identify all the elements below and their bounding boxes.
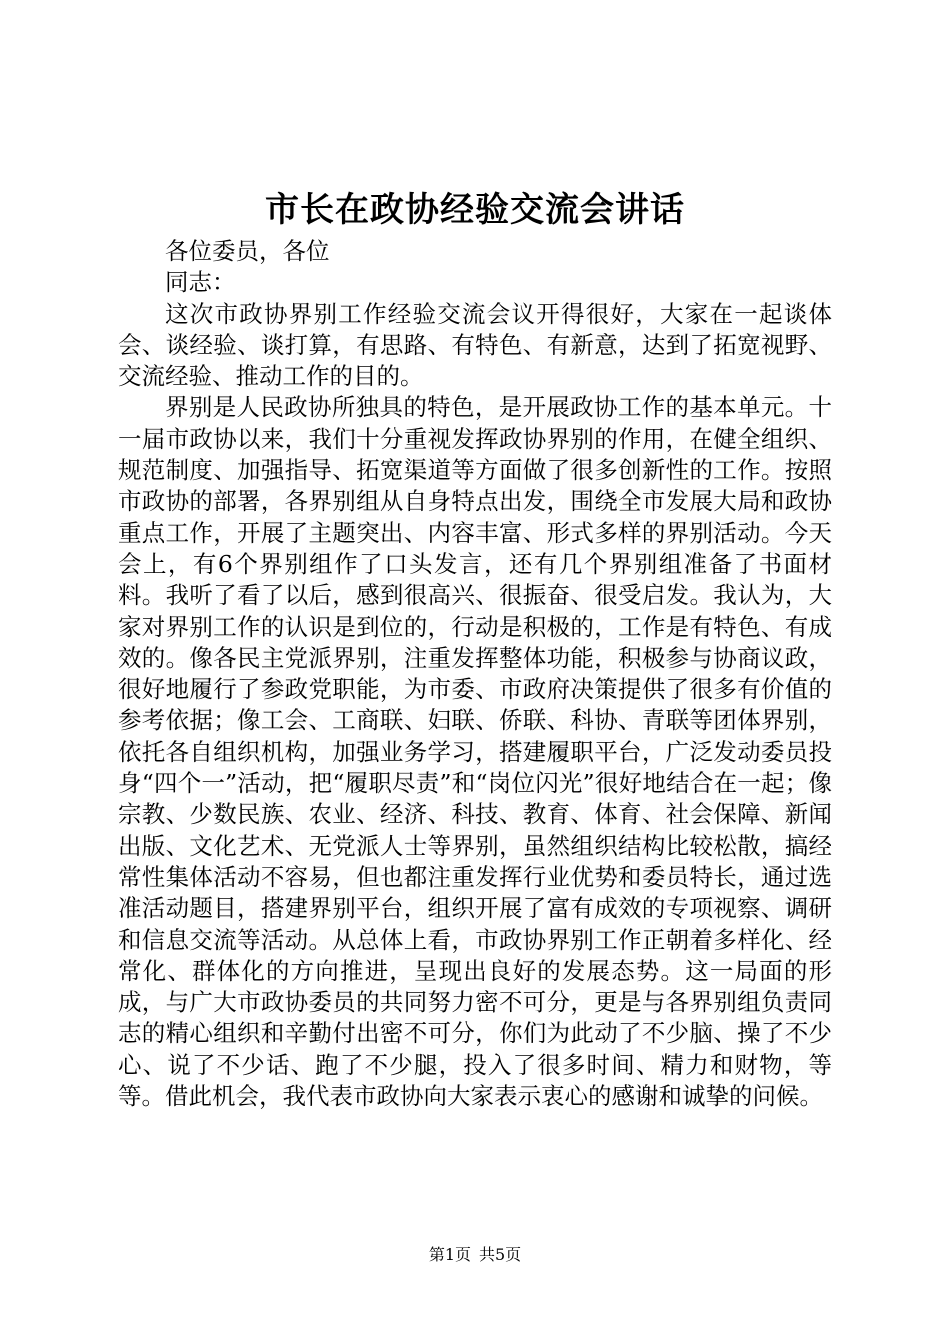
page-total: 共5页 [479,1245,522,1264]
body-paragraph: 界别是人民政协所独具的特色，是开展政协工作的基本单元。十一届市政协以来，我们十分重视发挥政协界别的作用，在健全组织、规范制度、加强指导、拓宽渠道等方面做了很多创新性的工作。按照市政协的部署，各界别组从自身特点出发，围绕全市发展大局和政协重点工作，开展了主题突出、内容丰富、形式多样的界别活动。今天会上，有6个界别组作了口头发言，还有几个界别组准备了书面材料。我听了看了以后，感到很高兴、很振奋、很受启发。我认为，大家对界别工作的认识是到位的，行动是积极的，工作是有特色、有成效的。像各民主党派界别，注重发挥整体功能，积极参与协商议政，很好地履行了参政党职能，为市委、市政府决策提供了很多有价值的参考依据；像工会、工商联、妇联、侨联、科协、青联等团体界别，依托各自组织机构，加强业务学习，搭建履职平台，广泛发动委员投身“四个一”活动，把“履职尽责”和“岗位闪光”很好地结合在一起；像宗教、少数民族、农业、经济、科技、教育、体育、社会保障、新闻出版、文化艺术、无党派人士等界别，虽然组织结构比较松散，搞经常性集体活动不容易，但也都注重发挥行业优势和委员特长，通过选准活动题目，搭建界别平台，组织开展了富有成效的专项视察、调研和信息交流等活动。从总体上看，市政协界别工作正朝着多样化、经常化、群体化的方向推进，呈现出良好的发展态势。这一局面的形成，与广大市政协委员的共同努力密不可分，更是与各界别组负责同志的精心组织和辛勤付出密不可分，你们为此动了不少脑、操了不少心、说了不少话、跑了不少腿，投入了很多时间、精力和财物，等等。借此机会，我代表市政协向大家表示衷心的感谢和诚挚的问候。 [118,393,832,1111]
document-title: 市长在政协经验交流会讲话 [265,190,685,230]
body-paragraph: 这次市政协界别工作经验交流会议开得很好，大家在一起谈体会、谈经验、谈打算，有思路、有特色、有新意，达到了拓宽视野、交流经验、推动工作的目的。 [118,299,832,391]
page-footer [0,1244,950,1266]
salutation-line: 同志： [165,268,236,297]
page-number: 第1页 [428,1245,471,1264]
document-body [118,236,832,1112]
salutation-line: 各位委员，各位 [165,237,330,265]
